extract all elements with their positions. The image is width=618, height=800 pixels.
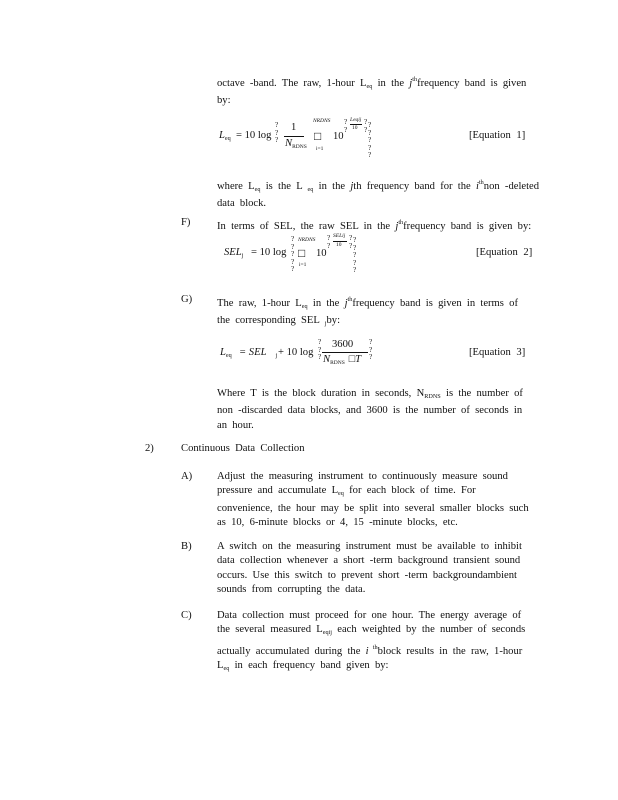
eq3-numerator: 3600 xyxy=(332,339,354,350)
item-b-label: B) xyxy=(181,541,192,552)
item-g-line-2: the corresponding SEL $_j$by: xyxy=(217,315,341,328)
eq1-ten: 10 xyxy=(333,131,344,142)
item-a-line-1: Adjust the measuring instrument to continuously measure sound xyxy=(217,471,508,482)
item-b-line-4: sounds from corrupting the data. xyxy=(217,584,366,596)
item-b-line-3: occurs. Use this switch to prevent short -term backgroundambient xyxy=(217,569,517,581)
item-a-line-3: convenience, the hour may be split into several smaller blocks such xyxy=(217,502,529,514)
eq1-equals-log: = 10 log xyxy=(236,130,272,141)
eq1-exp-bracket-right: ? ? xyxy=(364,117,368,134)
item-f-text: In terms of SEL, the raw SEL in the $j^{th}frequency$ band is given by: xyxy=(217,219,532,232)
eq2-sum-top: NRDNS xyxy=(298,237,316,243)
item-a-line-2: pressure and accumulate $L_{eq}$ for each block of time. For xyxy=(217,485,476,498)
eq2-ten: 10 xyxy=(316,248,327,259)
item-a-line-4: as 10, 6-minute blocks or 4, 15 -minute blocks, etc. xyxy=(217,517,458,529)
item-b-line-2: data collection whenever a short -term background transient sound xyxy=(217,555,521,567)
eq2-lhs: $SEL_j$ xyxy=(224,247,244,259)
item-a-label: A) xyxy=(181,471,193,482)
item-a-text xyxy=(217,470,547,531)
intro-line-1: octave -band. The raw, 1-hour $L_{eq}$ in the $j^{th}frequency$ band is given xyxy=(217,76,527,90)
eq1-exp-bottom: 10 xyxy=(352,125,358,131)
section-2-number: 2) xyxy=(145,443,154,454)
eq2-sum-bottom: i=1 xyxy=(299,262,307,268)
eq2-sum-symbol: □ xyxy=(298,246,306,260)
eq1-lhs: $L_{eq}$ xyxy=(219,130,231,142)
eq1-note xyxy=(217,176,547,212)
eq1-exp-bracket-left: ? ? xyxy=(344,117,348,134)
eq1-note-line-2: data block. xyxy=(217,198,267,210)
eq2-label: [Equation 2] xyxy=(476,247,533,258)
eq1-sum-symbol: □ xyxy=(314,129,322,143)
item-c-line-3: actually accumulated during the i $^{th}$block results in the raw, 1-hour xyxy=(217,643,523,657)
section-2-title: Continuous Data Collection xyxy=(181,443,305,454)
item-b-line-1: A switch on the measuring instrument must be available to inhibit xyxy=(217,541,522,552)
eq1-close-bracket: ? ? ? ? ? xyxy=(368,120,372,159)
eq1-note-line-1: where $L_{eq}$ is the L $_{eq}$ in the jth frequency band for the $i^{th}non$ -deleted xyxy=(217,179,540,193)
intro-paragraph xyxy=(217,73,537,109)
eq1-sum-bottom: i=1 xyxy=(316,146,324,152)
eq3-open-bracket: ? ? ? xyxy=(318,337,322,361)
eq3-note-line-1: Where T is the block duration in seconds, $N_{RDNS}$ is the number of xyxy=(217,388,523,400)
item-b-text xyxy=(217,540,547,598)
eq2-close-bracket: ? ? ? ? ? xyxy=(353,235,357,274)
eq3-lhs: $L_{eq}$ xyxy=(220,347,232,359)
eq2-open-bracket: ? ? ? ? ? xyxy=(291,234,295,273)
intro-line-2: by: xyxy=(217,95,231,107)
eq2-equals-log: = 10 log xyxy=(251,247,287,258)
eq1-numerator: 1 xyxy=(291,122,297,133)
item-c-label: C) xyxy=(181,610,192,621)
eq1-sum-top: NRDNS xyxy=(313,118,331,124)
eq3-close-bracket: ? ? ? xyxy=(369,337,373,361)
item-g-line-1: The raw, 1-hour $L_{eq}$ in the $j^{th}frequency$ band is given in terms of xyxy=(217,296,518,310)
eq2-exp-bracket-right: ? ? xyxy=(349,233,353,250)
eq3-equals-sel: = SEL $_j$ xyxy=(239,347,278,359)
eq3-plus-log: + 10 log xyxy=(278,347,314,358)
item-c-line-2: the several measured $L_{eqij}$ each weighted by the number of seconds xyxy=(217,624,526,637)
eq1-label: [Equation 1] xyxy=(469,130,526,141)
eq1-exp-top: Leqij xyxy=(350,117,362,123)
eq2-exp-top: SELij xyxy=(333,233,346,239)
eq3-denominator: $N_{RDNS}$ □T xyxy=(323,354,362,366)
item-c-line-1: Data collection must proceed for one hour. The energy average of xyxy=(217,610,522,621)
eq1-open-bracket: ? ? ? xyxy=(275,120,279,144)
item-g-text xyxy=(217,293,547,332)
eq1-denominator: $N_{RDNS}$ xyxy=(285,138,307,150)
item-c-text xyxy=(217,609,547,677)
eq2-exp-bracket-left: ? ? xyxy=(327,233,331,250)
eq3-note-line-2: non -discarded data blocks, and 3600 is the number of seconds in xyxy=(217,405,523,417)
item-c-line-4: $L_{eq}$ in each frequency band given by: xyxy=(217,660,389,673)
eq3-note-line-3: an hour. xyxy=(217,419,254,431)
eq3-note xyxy=(217,387,547,433)
eq3-label: [Equation 3] xyxy=(469,347,526,358)
item-g-label: G) xyxy=(181,294,193,305)
eq2-exp-bottom: 10 xyxy=(336,242,342,248)
item-f-label: F) xyxy=(181,217,191,228)
